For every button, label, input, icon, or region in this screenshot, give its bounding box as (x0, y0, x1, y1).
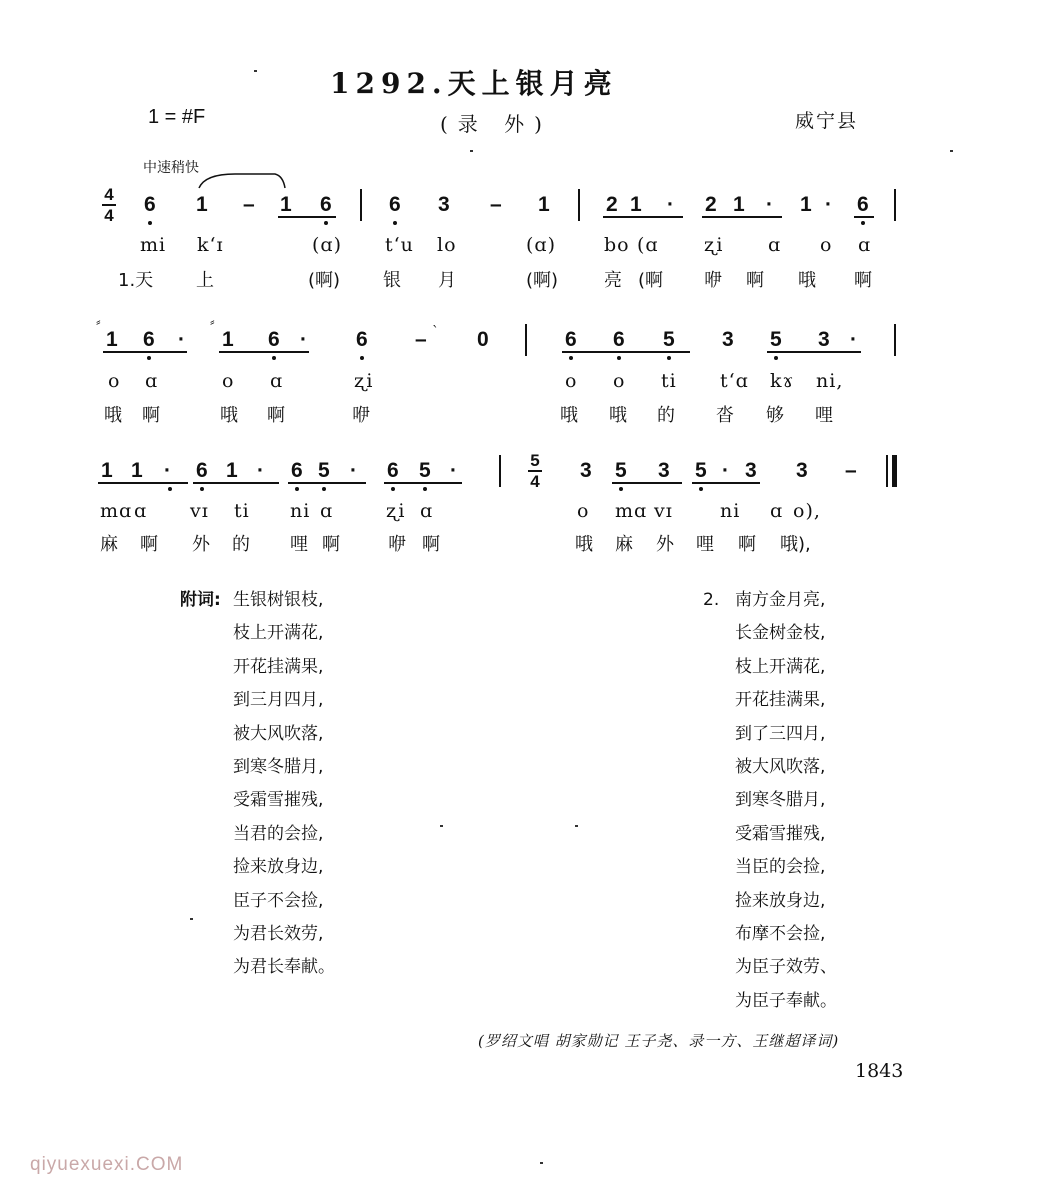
beam-line (278, 216, 336, 218)
octave-dot (322, 487, 326, 491)
octave-dot (272, 356, 276, 360)
note: 1 (733, 193, 745, 216)
note: 6 (143, 328, 155, 351)
note: · (257, 459, 264, 482)
note: · (450, 459, 457, 482)
verse-line: 捡来放身边, (735, 890, 826, 911)
syllable: 沓 (716, 405, 734, 426)
syllable: 哩 (696, 534, 714, 555)
note: 5 (318, 459, 330, 482)
note: 1 (280, 193, 292, 216)
syllable: 哦 (220, 405, 238, 426)
subtitle: (录 外) (440, 112, 552, 136)
note: 1 (101, 459, 113, 482)
syllable: (啊) (308, 270, 341, 291)
barline (894, 189, 896, 221)
note: 2 (606, 193, 618, 216)
syllable: ɑ (270, 370, 284, 392)
syllable: ɑ (145, 370, 159, 392)
syllable: (ɑ (637, 234, 659, 256)
note: 6 (320, 193, 332, 216)
syllable: kɤ (770, 370, 795, 392)
note: 6 (387, 459, 399, 482)
syllable: bo (604, 234, 630, 256)
verse-line: 到寒冬腊月, (233, 757, 324, 778)
appendix-verse-1 (233, 584, 335, 985)
breath-mark: ˋ (432, 324, 439, 340)
note: – (845, 459, 857, 482)
syllable: 啊 (746, 270, 764, 291)
syllable: mɑ (100, 500, 133, 522)
octave-dot (360, 356, 364, 360)
scan-speck (950, 150, 953, 152)
verse-line: 布摩不会捡, (735, 924, 826, 945)
note: 1 (131, 459, 143, 482)
syllable: 亮 (604, 270, 622, 291)
note: · (825, 193, 832, 216)
key-signature: 1 = #F (148, 106, 206, 128)
syllable: (ɑ) (312, 234, 342, 256)
syllable: tʻu (385, 234, 414, 256)
note: 5 (770, 328, 782, 351)
verse-line: 为君长奉献。 (233, 957, 335, 978)
note: · (766, 193, 773, 216)
verse-line: 开花挂满果, (233, 656, 324, 677)
syllable: ni, (816, 370, 844, 392)
verse-line: 生银树银枝, (233, 590, 324, 610)
syllable: 啊 (322, 534, 340, 555)
syllable: 的 (232, 534, 250, 555)
syllable: o (108, 370, 121, 392)
note: – (490, 193, 502, 216)
syllable: 哦), (780, 534, 811, 555)
scan-speck (470, 150, 473, 152)
syllable: ɑ (858, 234, 872, 256)
octave-dot (295, 487, 299, 491)
syllable: 哩 (815, 405, 833, 426)
beam-line (603, 216, 683, 218)
note: 6 (389, 193, 401, 216)
note: 5 (615, 459, 627, 482)
appendix-verse-2 (735, 584, 837, 1018)
verse-line: 到三月四月, (233, 690, 324, 711)
barline (578, 189, 580, 221)
page-title: 1292.天上银月亮 (330, 67, 618, 100)
grace-note-mark: ⸗ (210, 314, 215, 330)
scan-speck (440, 825, 443, 827)
octave-dot (147, 356, 151, 360)
syllable: ɑ (320, 500, 334, 522)
syllable: 麻 (615, 534, 633, 555)
note: 6 (196, 459, 208, 482)
verse-line: 到了三四月, (735, 723, 826, 744)
scan-speck (575, 825, 578, 827)
beam-line (854, 216, 874, 218)
syllable: 哦 (104, 405, 122, 426)
final-barline-thick (892, 455, 897, 487)
note: · (350, 459, 357, 482)
verse-line: 当君的会捡, (233, 823, 324, 844)
syllable: mɑ (615, 500, 648, 522)
note: 6 (291, 459, 303, 482)
verse-line: 开花挂满果, (735, 690, 826, 711)
syllable: ʐi (386, 500, 406, 522)
syllable: (ɑ) (526, 234, 556, 256)
time-signature-bottom: 4 (530, 472, 540, 491)
syllable: kʻɪ (197, 234, 224, 256)
time-signature-bottom: 4 (104, 206, 114, 225)
scan-speck (540, 1162, 543, 1164)
syllable: ʐi (354, 370, 374, 392)
note: 6 (268, 328, 280, 351)
note: · (850, 328, 857, 351)
verse-line: 为臣子奉献。 (735, 990, 837, 1011)
time-signature-5-4 (526, 452, 544, 490)
note: 1 (106, 328, 118, 351)
note: 3 (580, 459, 592, 482)
note: 6 (356, 328, 368, 351)
note: 5 (663, 328, 675, 351)
syllable: 咿 (388, 534, 406, 555)
octave-dot (148, 221, 152, 225)
time-signature-top: 5 (530, 451, 540, 470)
region-label: 威宁县 (795, 110, 859, 132)
syllable: 月 (438, 270, 456, 291)
verse-line: 捡来放身边, (233, 857, 324, 878)
syllable: 够 (766, 405, 784, 426)
note: 0 (477, 328, 489, 351)
verse-line: 受霜雪摧残, (735, 823, 826, 844)
note: 6 (144, 193, 156, 216)
syllable: 啊 (738, 534, 756, 555)
note: 3 (438, 193, 450, 216)
syllable: 哦 (609, 405, 627, 426)
syllable: 咿 (704, 270, 722, 291)
syllable: vɪ (190, 500, 209, 522)
syllable: 哦 (575, 534, 593, 555)
syllable: 麻 (100, 534, 118, 555)
beam-line (612, 482, 682, 484)
credits-line: (罗绍文唱 胡家勋记 王子尧、录一方、王继超译词) (478, 1032, 840, 1050)
octave-dot (200, 487, 204, 491)
syllable: ɑ (768, 234, 782, 256)
syllable: (啊) (526, 270, 559, 291)
octave-dot (391, 487, 395, 491)
scan-speck (190, 918, 193, 920)
note: 6 (613, 328, 625, 351)
verse-line: 为君长效劳, (233, 924, 324, 945)
barline (894, 324, 896, 356)
syllable: o (577, 500, 590, 522)
verse-line: 臣子不会捡, (233, 890, 324, 911)
octave-dot (861, 221, 865, 225)
syllable: 上 (196, 270, 214, 291)
beam-line (103, 351, 187, 353)
syllable: o (222, 370, 235, 392)
verse-line: 被大风吹落, (735, 757, 826, 778)
syllable: 的 (657, 405, 675, 426)
octave-dot (619, 487, 623, 491)
beam-line (384, 482, 462, 484)
syllable: 银 (383, 270, 401, 291)
barline (360, 189, 362, 221)
note: 1 (226, 459, 238, 482)
notation-line-2 (0, 314, 1056, 368)
syllable: 啊 (854, 270, 872, 291)
tempo-marking: 中速稍快 (143, 160, 199, 176)
syllable: 外 (192, 534, 210, 555)
barline (499, 455, 501, 487)
note: 3 (818, 328, 830, 351)
beam-line (562, 351, 690, 353)
octave-dot (667, 356, 671, 360)
note: 1 (630, 193, 642, 216)
notation-line-1 (0, 193, 1056, 233)
verse-line: 到寒冬腊月, (735, 790, 826, 811)
note: 1 (538, 193, 550, 216)
note: – (415, 328, 427, 351)
beam-line (98, 482, 188, 484)
syllable: 哦 (798, 270, 816, 291)
note: 5 (419, 459, 431, 482)
syllable: 哦 (560, 405, 578, 426)
syllable: ni (720, 500, 741, 522)
note: 6 (857, 193, 869, 216)
note: 1 (800, 193, 812, 216)
syllable: 啊 (140, 534, 158, 555)
note: · (300, 328, 307, 351)
octave-dot (393, 221, 397, 225)
beam-line (767, 351, 861, 353)
syllable: ti (234, 500, 250, 522)
syllable: tʻɑ (720, 370, 749, 392)
grace-note-mark: ⸗ (96, 314, 101, 330)
syllable: 啊 (267, 405, 285, 426)
syllable: mi (140, 234, 167, 256)
verse-line: 受霜雪摧残, (233, 790, 324, 811)
octave-dot (324, 221, 328, 225)
syllable: o (565, 370, 578, 392)
note: · (178, 328, 185, 351)
beam-line (692, 482, 760, 484)
syllable: 啊 (142, 405, 160, 426)
note: 2 (705, 193, 717, 216)
syllable: 1.天 (118, 270, 154, 291)
note: 1 (222, 328, 234, 351)
beam-line (193, 482, 279, 484)
watermark: qiyuexuexi.COM (30, 1154, 184, 1175)
verse-line: 长金树金枝, (735, 623, 826, 644)
syllable: o (613, 370, 626, 392)
octave-dot (774, 356, 778, 360)
verse-2-number: 2. (703, 590, 720, 610)
note: · (667, 193, 674, 216)
syllable: lo (437, 234, 457, 256)
note: 3 (722, 328, 734, 351)
octave-dot (569, 356, 573, 360)
syllable: (啊 (638, 270, 664, 291)
note: 6 (565, 328, 577, 351)
octave-dot (168, 487, 172, 491)
syllable: ɑ (770, 500, 784, 522)
note: · (164, 459, 171, 482)
verse-line: 为臣子效劳、 (735, 957, 837, 978)
syllable: ɑ (134, 500, 148, 522)
syllable: 外 (656, 534, 674, 555)
beam-line (288, 482, 366, 484)
scan-speck (254, 70, 257, 72)
octave-dot (617, 356, 621, 360)
note: · (722, 459, 729, 482)
appendix-label: 附词: (180, 590, 221, 610)
page-number: 1843 (855, 1060, 904, 1082)
verse-line: 南方金月亮, (735, 590, 826, 610)
beam-line (702, 216, 782, 218)
syllable: 啊 (422, 534, 440, 555)
syllable: o (820, 234, 833, 256)
verse-line: 当臣的会捡, (735, 857, 826, 878)
time-signature-top: 4 (104, 185, 114, 204)
note: 3 (658, 459, 670, 482)
beam-line (219, 351, 309, 353)
syllable: 哩 (290, 534, 308, 555)
syllable: ɑ (420, 500, 434, 522)
note: 3 (745, 459, 757, 482)
syllable: 咿 (352, 405, 370, 426)
syllable: ti (661, 370, 677, 392)
verse-line: 枝上开满花, (233, 623, 324, 644)
final-barline-thin (886, 455, 888, 487)
barline (525, 324, 527, 356)
slur-mark (195, 168, 290, 190)
syllable: ʐi (704, 234, 724, 256)
verse-line: 枝上开满花, (735, 656, 826, 677)
syllable: o), (793, 500, 821, 522)
octave-dot (423, 487, 427, 491)
note: 3 (796, 459, 808, 482)
syllable: ni (290, 500, 311, 522)
syllable: vɪ (654, 500, 673, 522)
note: 1 (196, 193, 208, 216)
verse-line: 被大风吹落, (233, 723, 324, 744)
octave-dot (699, 487, 703, 491)
note: 5 (695, 459, 707, 482)
note: – (243, 193, 255, 216)
